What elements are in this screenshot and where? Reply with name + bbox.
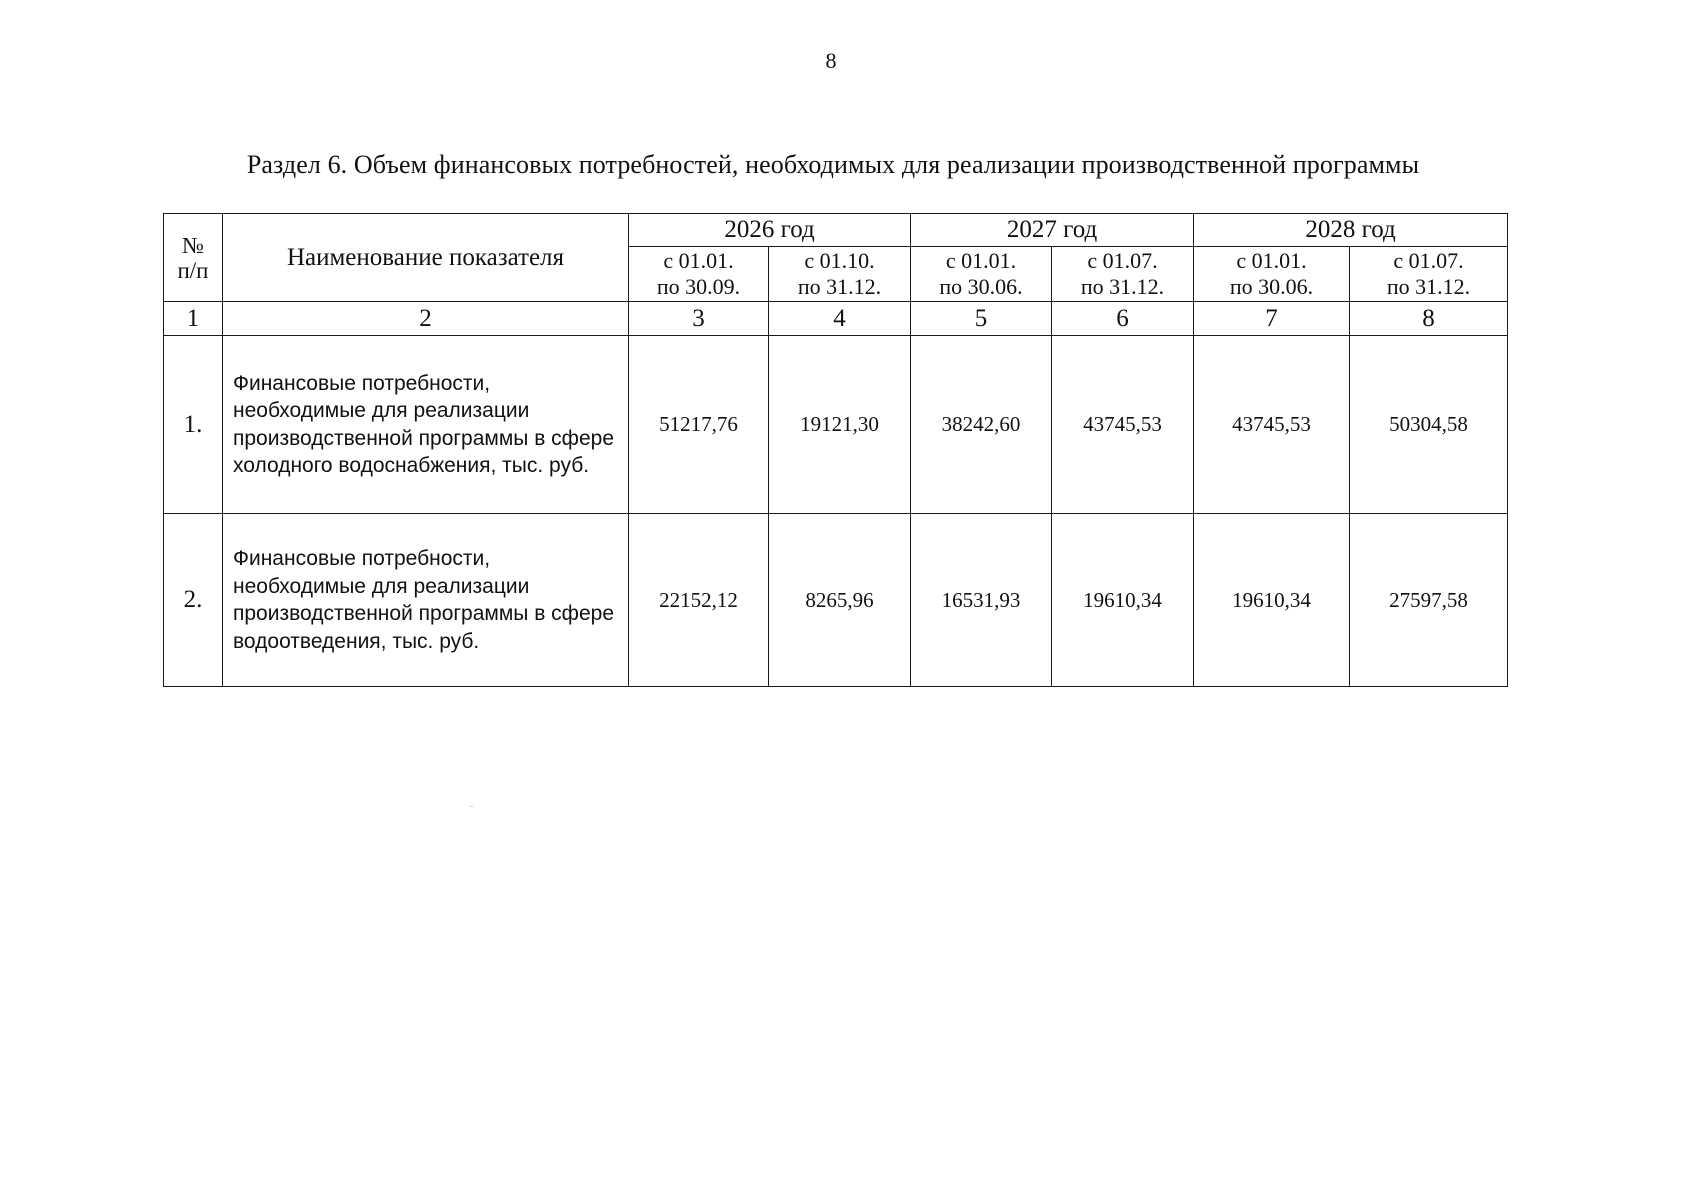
- period-from: с 01.07.: [1393, 248, 1464, 273]
- section-title: Раздел 6. Объем финансовых потребностей, необходимых для реализации производственной программы: [246, 150, 1420, 179]
- header-period-4: [1052, 247, 1194, 302]
- column-number-cell: 2: [223, 302, 629, 336]
- value-cell: 19121,30: [769, 336, 911, 514]
- value-cell: 27597,58: [1350, 514, 1508, 687]
- period-from: с 01.10.: [804, 248, 875, 273]
- value-cell: 43745,53: [1052, 336, 1194, 514]
- column-number-cell: 1: [164, 302, 223, 336]
- period-from: с 01.07.: [1087, 248, 1158, 273]
- column-number-cell: 4: [769, 302, 911, 336]
- header-year-2027: 2027 год: [911, 214, 1194, 247]
- row-index: 1.: [164, 336, 223, 514]
- column-number-cell: 7: [1194, 302, 1350, 336]
- header-indicator-name: Наименование показателя: [223, 214, 629, 302]
- value-cell: 22152,12: [629, 514, 769, 687]
- header-period-5: [1194, 247, 1350, 302]
- value-cell: 19610,34: [1052, 514, 1194, 687]
- value-cell: 8265,96: [769, 514, 911, 687]
- value-cell: 50304,58: [1350, 336, 1508, 514]
- table-row: [164, 514, 1508, 687]
- header-period-6: [1350, 247, 1508, 302]
- period-from: с 01.01.: [945, 248, 1017, 273]
- period-from: с 01.01.: [663, 248, 734, 273]
- value-cell: 19610,34: [1194, 514, 1350, 687]
- row-label: Финансовые потребности, необходимые для реализации производственной программы в сфере холодного водоснабжения, тыс. руб.: [223, 336, 629, 514]
- header-number-abbrev: п/п: [177, 257, 209, 283]
- header-year-2028: 2028 год: [1194, 214, 1508, 247]
- header-period-3: [911, 247, 1052, 302]
- header-row-column-numbers: [164, 302, 1508, 336]
- period-from: с 01.01.: [1236, 248, 1307, 273]
- value-cell: 51217,76: [629, 336, 769, 514]
- period-to: по 30.06.: [939, 274, 1023, 299]
- page-number: 8: [825, 48, 837, 73]
- row-index: 2.: [164, 514, 223, 687]
- header-year-2026: 2026 год: [629, 214, 911, 247]
- header-period-2: [769, 247, 911, 302]
- column-number-cell: 8: [1350, 302, 1508, 336]
- header-number-sign: №: [182, 232, 204, 258]
- table-row: [164, 336, 1508, 514]
- header-period-1: [629, 247, 769, 302]
- period-to: по 30.06.: [1229, 274, 1314, 299]
- column-number-cell: 6: [1052, 302, 1194, 336]
- value-cell: 38242,60: [911, 336, 1052, 514]
- period-to: по 31.12.: [797, 274, 882, 299]
- header-number-cell: [164, 214, 223, 302]
- header-row-years: [164, 214, 1508, 247]
- period-to: по 31.12.: [1080, 274, 1165, 299]
- financial-needs-table: [163, 213, 1508, 687]
- column-number-cell: 5: [911, 302, 1052, 336]
- value-cell: 16531,93: [911, 514, 1052, 687]
- value-cell: 43745,53: [1194, 336, 1350, 514]
- row-label: Финансовые потребности, необходимые для реализации производственной программы в сфере водоотведения, тыс. руб.: [223, 514, 629, 687]
- column-number-cell: 3: [629, 302, 769, 336]
- period-to: по 31.12.: [1386, 274, 1471, 299]
- period-to: по 30.09.: [656, 274, 741, 299]
- scan-speck: [470, 806, 473, 807]
